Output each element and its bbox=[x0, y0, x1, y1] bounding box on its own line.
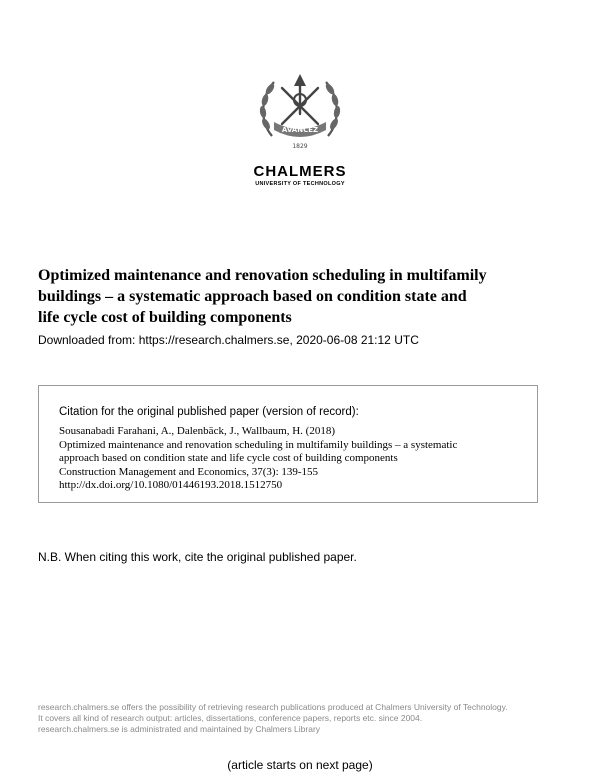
chalmers-logo bbox=[233, 66, 367, 188]
citation-box bbox=[38, 385, 538, 503]
brand-name: CHALMERS bbox=[253, 163, 347, 180]
footer-line: It covers all kind of research output: articles, dissertations, conference papers, reports etc. since 2004. bbox=[38, 713, 423, 723]
brand-subtitle: UNIVERSITY OF TECHNOLOGY bbox=[255, 181, 345, 187]
paper-title bbox=[38, 265, 508, 328]
title-line: buildings – a systematic approach based on condition state and bbox=[38, 288, 467, 305]
seal-year: 1829 bbox=[292, 143, 308, 150]
citation-text bbox=[59, 425, 529, 493]
citation-heading: Citation for the original published paper (version of record): bbox=[59, 406, 359, 418]
download-info: Downloaded from: https://research.chalmers.se, 2020-06-08 21:12 UTC bbox=[38, 333, 419, 347]
footer bbox=[38, 702, 558, 735]
title-line: Optimized maintenance and renovation scheduling in multifamily bbox=[38, 267, 487, 284]
citation-doi-link[interactable]: http://dx.doi.org/10.1080/01446193.2018.1512750 bbox=[59, 479, 283, 491]
chalmers-seal-icon bbox=[254, 66, 346, 158]
next-page-note: (article starts on next page) bbox=[227, 758, 373, 772]
seal-motto: AVANCEZ bbox=[281, 126, 319, 134]
citing-note: N.B. When citing this work, cite the original published paper. bbox=[38, 550, 357, 564]
title-line: life cycle cost of building components bbox=[38, 309, 292, 326]
citation-title-line: approach based on condition state and life cycle cost of building components bbox=[59, 452, 398, 464]
citation-title-line: Optimized maintenance and renovation scheduling in multifamily buildings – a systematic bbox=[59, 438, 458, 451]
footer-line: research.chalmers.se is administrated and maintained by Chalmers Library bbox=[38, 724, 321, 734]
footer-line: research.chalmers.se offers the possibility of retrieving research publications produced at Chalmers University of Technology. bbox=[38, 702, 508, 712]
citation-journal: Construction Management and Economics, 37(3): 139-155 bbox=[59, 465, 319, 478]
citation-authors: Sousanabadi Farahani, A., Dalenbäck, J., Wallbaum, H. (2018) bbox=[59, 425, 335, 437]
